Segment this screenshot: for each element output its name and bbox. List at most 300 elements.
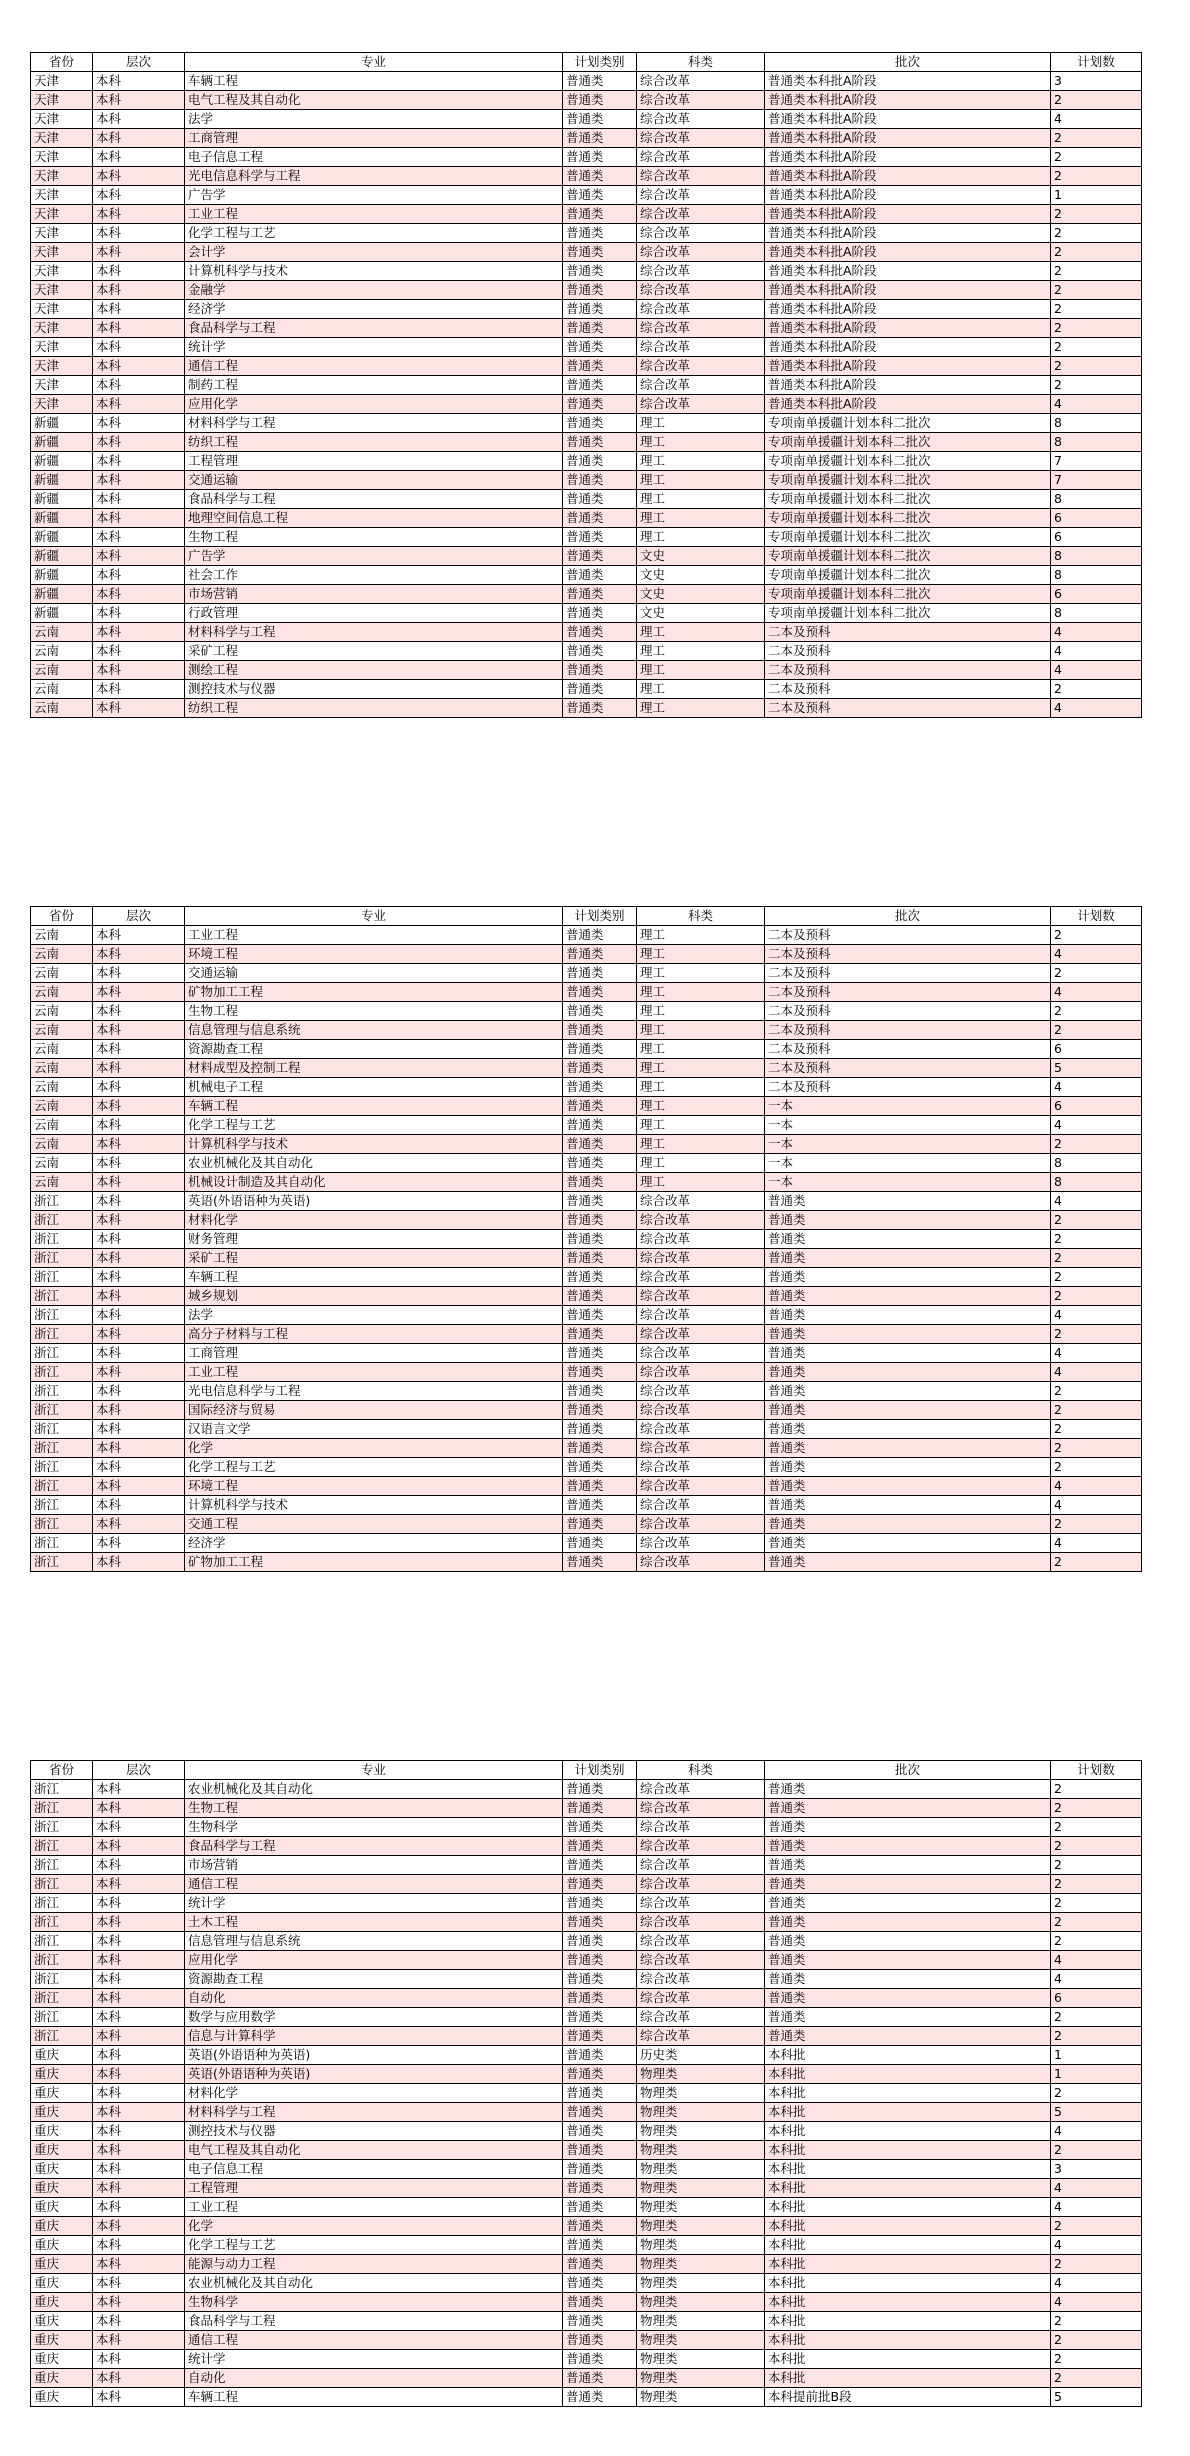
cell-major: 资源勘查工程 xyxy=(185,1970,563,1989)
cell-province: 云南 xyxy=(31,983,93,1002)
cell-batch: 本科批 xyxy=(765,2141,1051,2160)
cell-province: 浙江 xyxy=(31,1515,93,1534)
cell-major: 食品科学与工程 xyxy=(185,2312,563,2331)
cell-category: 综合改革 xyxy=(637,110,765,129)
cell-plan-count: 2 xyxy=(1051,1894,1142,1913)
cell-plan-type: 普通类 xyxy=(563,547,637,566)
cell-major: 交通工程 xyxy=(185,1515,563,1534)
cell-major: 社会工作 xyxy=(185,566,563,585)
cell-level: 本科 xyxy=(93,262,185,281)
cell-batch: 一本 xyxy=(765,1135,1051,1154)
cell-batch: 二本及预科 xyxy=(765,945,1051,964)
cell-batch: 普通类 xyxy=(765,1211,1051,1230)
cell-batch: 普通类 xyxy=(765,1306,1051,1325)
cell-plan-count: 2 xyxy=(1051,1135,1142,1154)
cell-major: 农业机械化及其自动化 xyxy=(185,1780,563,1799)
cell-level: 本科 xyxy=(93,490,185,509)
cell-province: 天津 xyxy=(31,72,93,91)
cell-batch: 普通类 xyxy=(765,1420,1051,1439)
cell-plan-count: 2 xyxy=(1051,1856,1142,1875)
cell-plan-count: 2 xyxy=(1051,300,1142,319)
cell-batch: 普通类 xyxy=(765,2008,1051,2027)
cell-category: 综合改革 xyxy=(637,167,765,186)
cell-plan-type: 普通类 xyxy=(563,281,637,300)
table-row xyxy=(31,2027,1142,2046)
cell-province: 浙江 xyxy=(31,1306,93,1325)
cell-category: 综合改革 xyxy=(637,1515,765,1534)
cell-plan-count: 4 xyxy=(1051,1477,1142,1496)
cell-level: 本科 xyxy=(93,72,185,91)
cell-province: 重庆 xyxy=(31,2122,93,2141)
cell-plan-type: 普通类 xyxy=(563,433,637,452)
cell-plan-type: 普通类 xyxy=(563,1515,637,1534)
cell-batch: 本科批 xyxy=(765,2293,1051,2312)
cell-plan-count: 8 xyxy=(1051,414,1142,433)
cell-level: 本科 xyxy=(93,1970,185,1989)
cell-major: 计算机科学与技术 xyxy=(185,262,563,281)
cell-plan-count: 4 xyxy=(1051,699,1142,718)
cell-plan-type: 普通类 xyxy=(563,1249,637,1268)
cell-level: 本科 xyxy=(93,1477,185,1496)
table-row xyxy=(31,1116,1142,1135)
cell-level: 本科 xyxy=(93,2255,185,2274)
cell-plan-count: 2 xyxy=(1051,1021,1142,1040)
cell-level: 本科 xyxy=(93,1363,185,1382)
cell-level: 本科 xyxy=(93,680,185,699)
cell-province: 云南 xyxy=(31,1173,93,1192)
cell-batch: 普通类 xyxy=(765,1534,1051,1553)
cell-province: 重庆 xyxy=(31,2217,93,2236)
cell-major: 化学工程与工艺 xyxy=(185,1116,563,1135)
table-row xyxy=(31,509,1142,528)
cell-batch: 普通类本科批A阶段 xyxy=(765,110,1051,129)
cell-batch: 专项南单援疆计划本科二批次 xyxy=(765,414,1051,433)
cell-plan-type: 普通类 xyxy=(563,471,637,490)
cell-level: 本科 xyxy=(93,1534,185,1553)
cell-plan-type: 普通类 xyxy=(563,1116,637,1135)
cell-province: 云南 xyxy=(31,623,93,642)
cell-plan-type: 普通类 xyxy=(563,2084,637,2103)
cell-plan-type: 普通类 xyxy=(563,680,637,699)
cell-major: 工业工程 xyxy=(185,2198,563,2217)
cell-category: 理工 xyxy=(637,680,765,699)
cell-batch: 普通类 xyxy=(765,1249,1051,1268)
cell-major: 工业工程 xyxy=(185,1363,563,1382)
cell-plan-count: 2 xyxy=(1051,262,1142,281)
cell-category: 理工 xyxy=(637,623,765,642)
cell-category: 综合改革 xyxy=(637,1306,765,1325)
cell-major: 信息管理与信息系统 xyxy=(185,1021,563,1040)
cell-level: 本科 xyxy=(93,224,185,243)
cell-level: 本科 xyxy=(93,338,185,357)
cell-level: 本科 xyxy=(93,1799,185,1818)
cell-batch: 一本 xyxy=(765,1116,1051,1135)
cell-category: 综合改革 xyxy=(637,1951,765,1970)
cell-plan-count: 4 xyxy=(1051,2274,1142,2293)
table-row xyxy=(31,1439,1142,1458)
table-row xyxy=(31,964,1142,983)
cell-plan-type: 普通类 xyxy=(563,2046,637,2065)
table-row xyxy=(31,983,1142,1002)
cell-major: 化学工程与工艺 xyxy=(185,1458,563,1477)
cell-province: 云南 xyxy=(31,1116,93,1135)
cell-batch: 专项南单援疆计划本科二批次 xyxy=(765,433,1051,452)
cell-category: 综合改革 xyxy=(637,300,765,319)
cell-plan-count: 1 xyxy=(1051,2065,1142,2084)
cell-level: 本科 xyxy=(93,661,185,680)
table-row xyxy=(31,1951,1142,1970)
cell-batch: 普通类本科批A阶段 xyxy=(765,300,1051,319)
cell-level: 本科 xyxy=(93,1875,185,1894)
cell-level: 本科 xyxy=(93,1382,185,1401)
cell-level: 本科 xyxy=(93,1002,185,1021)
cell-level: 本科 xyxy=(93,2350,185,2369)
cell-plan-type: 普通类 xyxy=(563,1534,637,1553)
cell-province: 新疆 xyxy=(31,490,93,509)
cell-level: 本科 xyxy=(93,1116,185,1135)
cell-major: 电子信息工程 xyxy=(185,2160,563,2179)
cell-batch: 二本及预科 xyxy=(765,623,1051,642)
cell-batch: 本科批 xyxy=(765,2350,1051,2369)
cell-category: 理工 xyxy=(637,471,765,490)
cell-batch: 普通类本科批A阶段 xyxy=(765,395,1051,414)
cell-province: 浙江 xyxy=(31,1325,93,1344)
cell-plan-count: 2 xyxy=(1051,2350,1142,2369)
cell-level: 本科 xyxy=(93,528,185,547)
column-header-category: 科类 xyxy=(637,53,765,72)
cell-major: 通信工程 xyxy=(185,1875,563,1894)
column-header-plan-type: 计划类别 xyxy=(563,1761,637,1780)
cell-batch: 二本及预科 xyxy=(765,1021,1051,1040)
cell-plan-type: 普通类 xyxy=(563,2331,637,2350)
cell-batch: 二本及预科 xyxy=(765,1040,1051,1059)
table-row xyxy=(31,1799,1142,1818)
cell-major: 电气工程及其自动化 xyxy=(185,91,563,110)
cell-batch: 二本及预科 xyxy=(765,926,1051,945)
cell-major: 采矿工程 xyxy=(185,1249,563,1268)
cell-major: 经济学 xyxy=(185,300,563,319)
cell-province: 浙江 xyxy=(31,2027,93,2046)
cell-level: 本科 xyxy=(93,2331,185,2350)
cell-plan-count: 2 xyxy=(1051,376,1142,395)
cell-level: 本科 xyxy=(93,1078,185,1097)
header-row xyxy=(31,907,1142,926)
cell-batch: 普通类 xyxy=(765,1553,1051,1572)
cell-plan-count: 2 xyxy=(1051,1515,1142,1534)
cell-level: 本科 xyxy=(93,2084,185,2103)
cell-plan-type: 普通类 xyxy=(563,1078,637,1097)
cell-province: 重庆 xyxy=(31,2160,93,2179)
cell-plan-type: 普通类 xyxy=(563,926,637,945)
cell-major: 英语(外语语种为英语) xyxy=(185,2065,563,2084)
cell-plan-count: 2 xyxy=(1051,1932,1142,1951)
cell-province: 天津 xyxy=(31,91,93,110)
cell-major: 数学与应用数学 xyxy=(185,2008,563,2027)
cell-level: 本科 xyxy=(93,1154,185,1173)
cell-category: 综合改革 xyxy=(637,1913,765,1932)
cell-plan-count: 2 xyxy=(1051,1913,1142,1932)
column-header-category: 科类 xyxy=(637,907,765,926)
cell-province: 天津 xyxy=(31,148,93,167)
cell-level: 本科 xyxy=(93,129,185,148)
cell-province: 浙江 xyxy=(31,1230,93,1249)
cell-batch: 本科批 xyxy=(765,2312,1051,2331)
cell-plan-type: 普通类 xyxy=(563,1382,637,1401)
cell-batch: 普通类本科批A阶段 xyxy=(765,338,1051,357)
cell-batch: 本科批 xyxy=(765,2369,1051,2388)
cell-province: 云南 xyxy=(31,945,93,964)
cell-level: 本科 xyxy=(93,167,185,186)
cell-level: 本科 xyxy=(93,2312,185,2331)
cell-plan-count: 2 xyxy=(1051,148,1142,167)
table-row xyxy=(31,91,1142,110)
cell-major: 法学 xyxy=(185,110,563,129)
cell-province: 浙江 xyxy=(31,1913,93,1932)
cell-category: 理工 xyxy=(637,452,765,471)
cell-level: 本科 xyxy=(93,433,185,452)
cell-batch: 普通类 xyxy=(765,1856,1051,1875)
cell-plan-type: 普通类 xyxy=(563,1287,637,1306)
cell-category: 文史 xyxy=(637,566,765,585)
cell-major: 车辆工程 xyxy=(185,1268,563,1287)
cell-level: 本科 xyxy=(93,357,185,376)
cell-plan-count: 4 xyxy=(1051,945,1142,964)
column-header-plan-count: 计划数 xyxy=(1051,907,1142,926)
table-row xyxy=(31,2217,1142,2236)
cell-category: 综合改革 xyxy=(637,1932,765,1951)
cell-level: 本科 xyxy=(93,2122,185,2141)
cell-plan-type: 普通类 xyxy=(563,1837,637,1856)
cell-category: 理工 xyxy=(637,964,765,983)
cell-batch: 普通类本科批A阶段 xyxy=(765,186,1051,205)
cell-plan-count: 2 xyxy=(1051,338,1142,357)
cell-batch: 专项南单援疆计划本科二批次 xyxy=(765,471,1051,490)
cell-batch: 普通类 xyxy=(765,1230,1051,1249)
cell-plan-type: 普通类 xyxy=(563,1420,637,1439)
table-row xyxy=(31,1932,1142,1951)
cell-major: 统计学 xyxy=(185,1894,563,1913)
cell-level: 本科 xyxy=(93,2236,185,2255)
table-row xyxy=(31,1002,1142,1021)
table-row xyxy=(31,148,1142,167)
cell-plan-type: 普通类 xyxy=(563,1477,637,1496)
table-row xyxy=(31,205,1142,224)
cell-plan-type: 普通类 xyxy=(563,110,637,129)
cell-batch: 普通类 xyxy=(765,1989,1051,2008)
cell-major: 生物科学 xyxy=(185,2293,563,2312)
cell-province: 天津 xyxy=(31,205,93,224)
cell-major: 资源勘查工程 xyxy=(185,1040,563,1059)
cell-category: 综合改革 xyxy=(637,338,765,357)
cell-level: 本科 xyxy=(93,110,185,129)
table-row xyxy=(31,1458,1142,1477)
cell-plan-type: 普通类 xyxy=(563,1059,637,1078)
cell-batch: 专项南单援疆计划本科二批次 xyxy=(765,509,1051,528)
cell-category: 综合改革 xyxy=(637,1439,765,1458)
column-header-major: 专业 xyxy=(185,53,563,72)
cell-major: 市场营销 xyxy=(185,585,563,604)
table-row xyxy=(31,2103,1142,2122)
cell-province: 云南 xyxy=(31,699,93,718)
table-row xyxy=(31,243,1142,262)
cell-plan-type: 普通类 xyxy=(563,528,637,547)
cell-province: 天津 xyxy=(31,395,93,414)
cell-province: 浙江 xyxy=(31,1553,93,1572)
cell-category: 理工 xyxy=(637,926,765,945)
table-row xyxy=(31,623,1142,642)
cell-province: 重庆 xyxy=(31,2350,93,2369)
cell-batch: 普通类 xyxy=(765,1496,1051,1515)
cell-major: 车辆工程 xyxy=(185,2388,563,2407)
cell-category: 综合改革 xyxy=(637,224,765,243)
cell-category: 理工 xyxy=(637,490,765,509)
cell-major: 纺织工程 xyxy=(185,433,563,452)
table-row xyxy=(31,1249,1142,1268)
cell-plan-count: 3 xyxy=(1051,2160,1142,2179)
cell-batch: 专项南单援疆计划本科二批次 xyxy=(765,528,1051,547)
table-row xyxy=(31,1040,1142,1059)
cell-major: 法学 xyxy=(185,1306,563,1325)
cell-plan-type: 普通类 xyxy=(563,983,637,1002)
cell-level: 本科 xyxy=(93,2027,185,2046)
cell-batch: 普通类本科批A阶段 xyxy=(765,224,1051,243)
table-row xyxy=(31,1970,1142,1989)
cell-plan-count: 4 xyxy=(1051,1192,1142,1211)
cell-plan-type: 普通类 xyxy=(563,1932,637,1951)
cell-major: 能源与动力工程 xyxy=(185,2255,563,2274)
cell-level: 本科 xyxy=(93,2388,185,2407)
cell-batch: 普通类 xyxy=(765,1287,1051,1306)
table-row xyxy=(31,2236,1142,2255)
cell-major: 测绘工程 xyxy=(185,661,563,680)
cell-major: 工程管理 xyxy=(185,2179,563,2198)
cell-plan-type: 普通类 xyxy=(563,2065,637,2084)
cell-province: 新疆 xyxy=(31,414,93,433)
table-block-2 xyxy=(30,906,1141,1572)
cell-province: 重庆 xyxy=(31,2065,93,2084)
cell-category: 理工 xyxy=(637,983,765,1002)
cell-major: 工业工程 xyxy=(185,926,563,945)
cell-province: 浙江 xyxy=(31,1268,93,1287)
table-row xyxy=(31,1211,1142,1230)
cell-plan-count: 4 xyxy=(1051,2179,1142,2198)
cell-province: 重庆 xyxy=(31,2293,93,2312)
cell-category: 理工 xyxy=(637,1116,765,1135)
cell-level: 本科 xyxy=(93,2046,185,2065)
cell-plan-count: 6 xyxy=(1051,1989,1142,2008)
cell-plan-type: 普通类 xyxy=(563,1401,637,1420)
cell-category: 理工 xyxy=(637,642,765,661)
cell-major: 生物工程 xyxy=(185,1002,563,1021)
cell-batch: 本科批 xyxy=(765,2198,1051,2217)
cell-category: 理工 xyxy=(637,1154,765,1173)
cell-plan-count: 4 xyxy=(1051,1496,1142,1515)
cell-plan-count: 2 xyxy=(1051,1287,1142,1306)
cell-province: 新疆 xyxy=(31,585,93,604)
cell-category: 物理类 xyxy=(637,2160,765,2179)
cell-batch: 普通类 xyxy=(765,1401,1051,1420)
cell-level: 本科 xyxy=(93,186,185,205)
cell-level: 本科 xyxy=(93,2198,185,2217)
table-row xyxy=(31,338,1142,357)
cell-plan-count: 6 xyxy=(1051,1097,1142,1116)
cell-plan-type: 普通类 xyxy=(563,186,637,205)
table-row xyxy=(31,547,1142,566)
cell-major: 材料化学 xyxy=(185,1211,563,1230)
cell-level: 本科 xyxy=(93,243,185,262)
cell-plan-type: 普通类 xyxy=(563,1325,637,1344)
table-row xyxy=(31,1382,1142,1401)
cell-category: 综合改革 xyxy=(637,1344,765,1363)
table-row xyxy=(31,1875,1142,1894)
enrollment-table xyxy=(30,906,1142,1572)
table-row xyxy=(31,1989,1142,2008)
cell-batch: 二本及预科 xyxy=(765,1059,1051,1078)
cell-batch: 本科批 xyxy=(765,2274,1051,2293)
cell-level: 本科 xyxy=(93,1837,185,1856)
column-header-batch: 批次 xyxy=(765,907,1051,926)
cell-category: 综合改革 xyxy=(637,1477,765,1496)
cell-plan-type: 普通类 xyxy=(563,623,637,642)
column-header-batch: 批次 xyxy=(765,53,1051,72)
cell-level: 本科 xyxy=(93,1989,185,2008)
cell-category: 综合改革 xyxy=(637,2027,765,2046)
cell-plan-type: 普通类 xyxy=(563,414,637,433)
cell-category: 综合改革 xyxy=(637,1268,765,1287)
cell-plan-count: 2 xyxy=(1051,2312,1142,2331)
cell-plan-type: 普通类 xyxy=(563,1799,637,1818)
table-row xyxy=(31,452,1142,471)
table-row xyxy=(31,1344,1142,1363)
cell-major: 国际经济与贸易 xyxy=(185,1401,563,1420)
table-block-3 xyxy=(30,1760,1141,2407)
cell-plan-count: 2 xyxy=(1051,2331,1142,2350)
table-row xyxy=(31,1913,1142,1932)
cell-major: 车辆工程 xyxy=(185,72,563,91)
cell-batch: 普通类本科批A阶段 xyxy=(765,376,1051,395)
cell-major: 食品科学与工程 xyxy=(185,490,563,509)
cell-plan-count: 4 xyxy=(1051,661,1142,680)
cell-major: 材料科学与工程 xyxy=(185,414,563,433)
enrollment-table xyxy=(30,52,1142,718)
cell-category: 综合改革 xyxy=(637,243,765,262)
cell-category: 综合改革 xyxy=(637,1287,765,1306)
cell-batch: 本科批 xyxy=(765,2103,1051,2122)
cell-level: 本科 xyxy=(93,1059,185,1078)
cell-major: 机械设计制造及其自动化 xyxy=(185,1173,563,1192)
cell-plan-type: 普通类 xyxy=(563,395,637,414)
table-row xyxy=(31,1477,1142,1496)
header-row xyxy=(31,1761,1142,1780)
cell-major: 交通运输 xyxy=(185,964,563,983)
cell-category: 文史 xyxy=(637,604,765,623)
cell-province: 云南 xyxy=(31,1040,93,1059)
table-row xyxy=(31,1420,1142,1439)
cell-province: 云南 xyxy=(31,1021,93,1040)
cell-major: 英语(外语语种为英语) xyxy=(185,2046,563,2065)
cell-level: 本科 xyxy=(93,205,185,224)
cell-batch: 普通类 xyxy=(765,1818,1051,1837)
cell-plan-count: 2 xyxy=(1051,2141,1142,2160)
cell-plan-type: 普通类 xyxy=(563,964,637,983)
table-row xyxy=(31,471,1142,490)
cell-plan-type: 普通类 xyxy=(563,1913,637,1932)
cell-category: 理工 xyxy=(637,1021,765,1040)
cell-province: 云南 xyxy=(31,1078,93,1097)
table-row xyxy=(31,2084,1142,2103)
cell-major: 矿物加工工程 xyxy=(185,983,563,1002)
cell-plan-type: 普通类 xyxy=(563,167,637,186)
